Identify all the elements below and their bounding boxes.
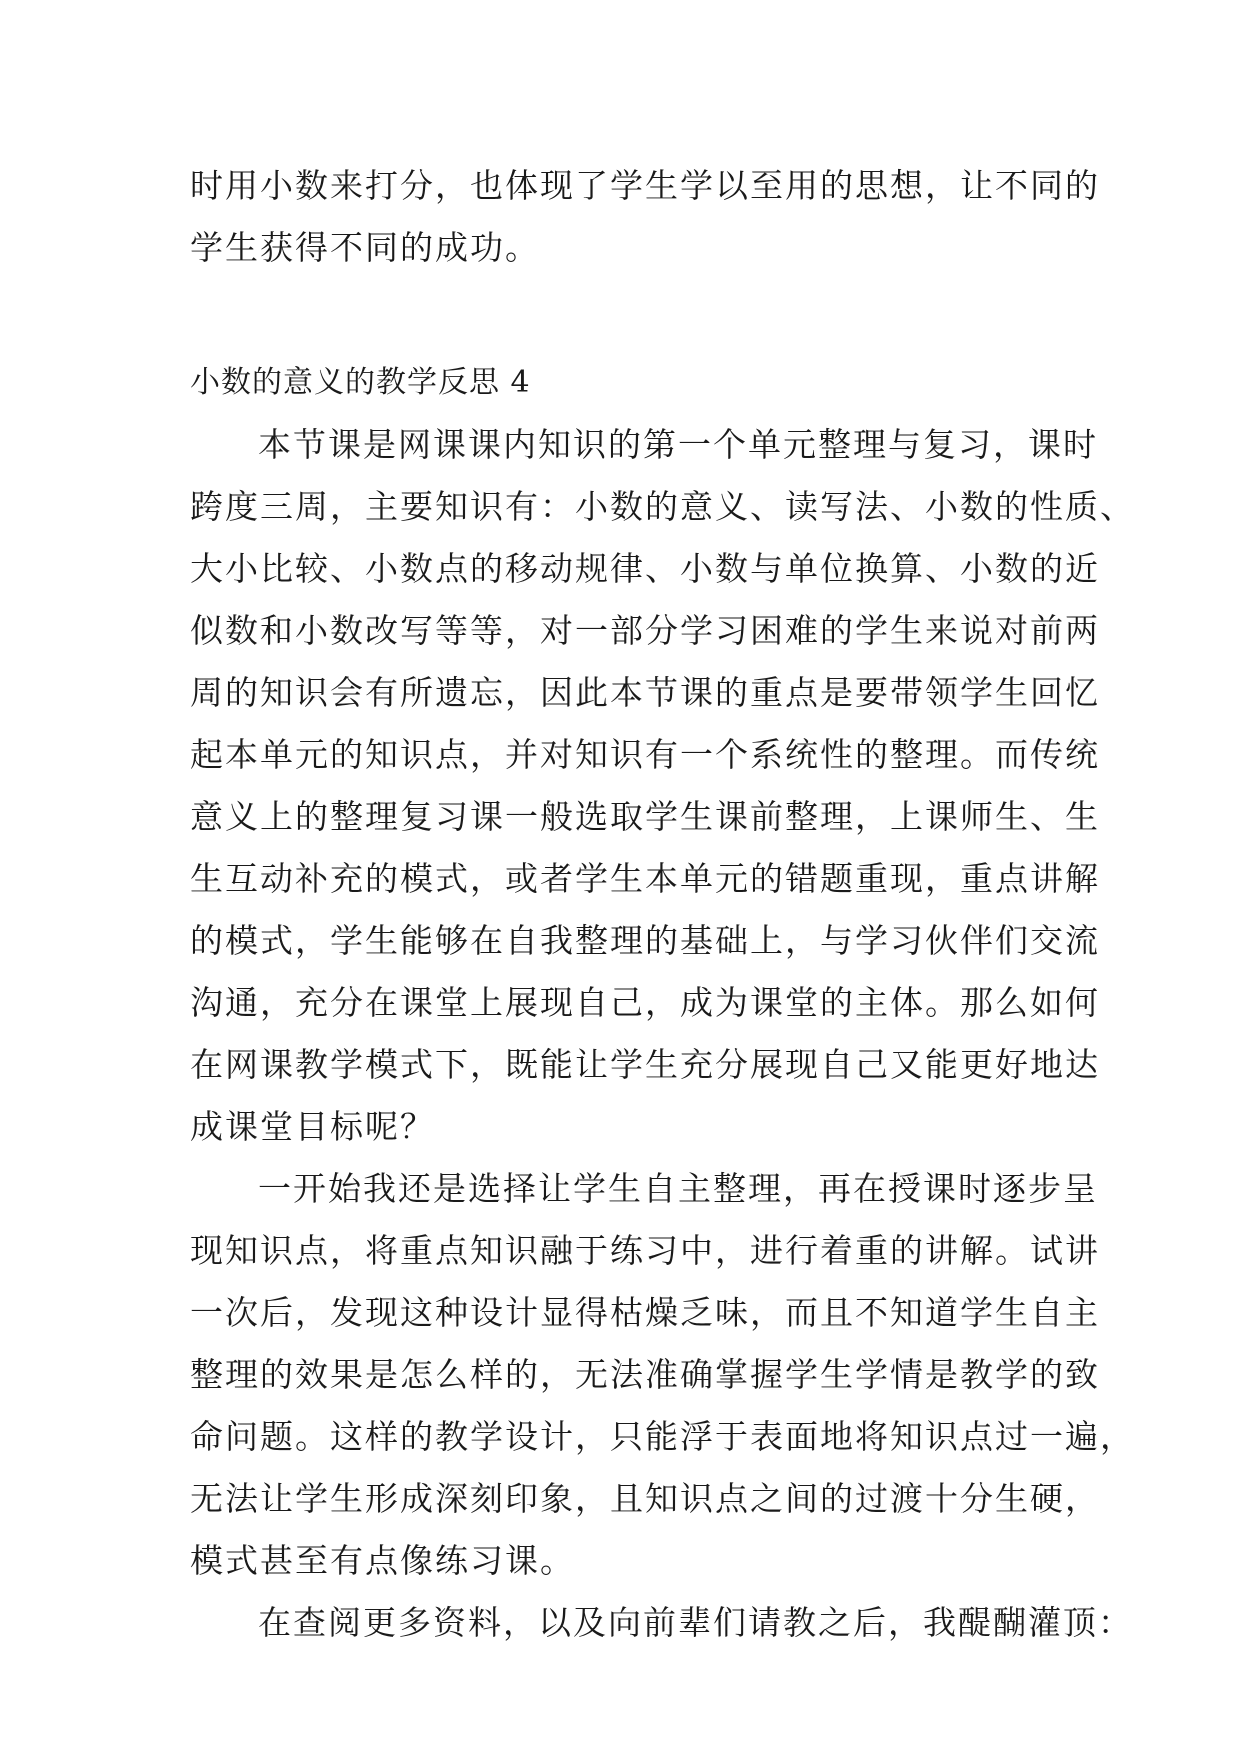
text-line: 整理的效果是怎么样的，无法准确掌握学生学情是教学的致: [190, 1355, 1100, 1394]
text-line: 大小比较、小数点的移动规律、小数与单位换算、小数的近: [190, 549, 1100, 588]
text-line: 似数和小数改写等等，对一部分学习困难的学生来说对前两: [190, 611, 1100, 650]
text-line: 在网课教学模式下，既能让学生充分展现自己又能更好地达: [190, 1045, 1100, 1084]
text-line: 起本单元的知识点，并对知识有一个系统性的整理。而传统: [190, 735, 1100, 774]
text-line: 现知识点，将重点知识融于练习中，进行着重的讲解。试讲: [190, 1231, 1100, 1270]
text-line: 无法让学生形成深刻印象，且知识点之间的过渡十分生硬，: [190, 1479, 1100, 1518]
text-line: 沟通，充分在课堂上展现自己，成为课堂的主体。那么如何: [190, 983, 1100, 1022]
paragraph-first-line: 在查阅更多资料，以及向前辈们请教之后，我醍醐灌顶：: [258, 1603, 1133, 1642]
text-line: 的模式，学生能够在自我整理的基础上，与学习伙伴们交流: [190, 921, 1100, 960]
text-line: 命问题。这样的教学设计，只能浮于表面地将知识点过一遍，: [190, 1417, 1135, 1456]
text-line: 模式甚至有点像练习课。: [190, 1541, 575, 1580]
section-title: 小数的意义的教学反思 4: [190, 365, 531, 400]
text-line: 周的知识会有所遗忘，因此本节课的重点是要带领学生回忆: [190, 673, 1100, 712]
text-line: 学生获得不同的成功。: [190, 228, 540, 267]
text-line: 成课堂目标呢？: [190, 1107, 435, 1146]
paragraph-first-line: 本节课是网课课内知识的第一个单元整理与复习，课时: [258, 425, 1098, 464]
text-line: 生互动补充的模式，或者学生本单元的错题重现，重点讲解: [190, 859, 1100, 898]
paragraph-first-line: 一开始我还是选择让学生自主整理，再在授课时逐步呈: [258, 1169, 1098, 1208]
text-line: 一次后，发现这种设计显得枯燥乏味，而且不知道学生自主: [190, 1293, 1100, 1332]
text-line: 时用小数来打分，也体现了学生学以至用的思想，让不同的: [190, 166, 1100, 205]
text-line: 意义上的整理复习课一般选取学生课前整理，上课师生、生: [190, 797, 1100, 836]
text-line: 跨度三周，主要知识有：小数的意义、读写法、小数的性质、: [190, 487, 1135, 526]
section-gap: [190, 279, 1050, 352]
document-body: [190, 155, 1135, 1654]
